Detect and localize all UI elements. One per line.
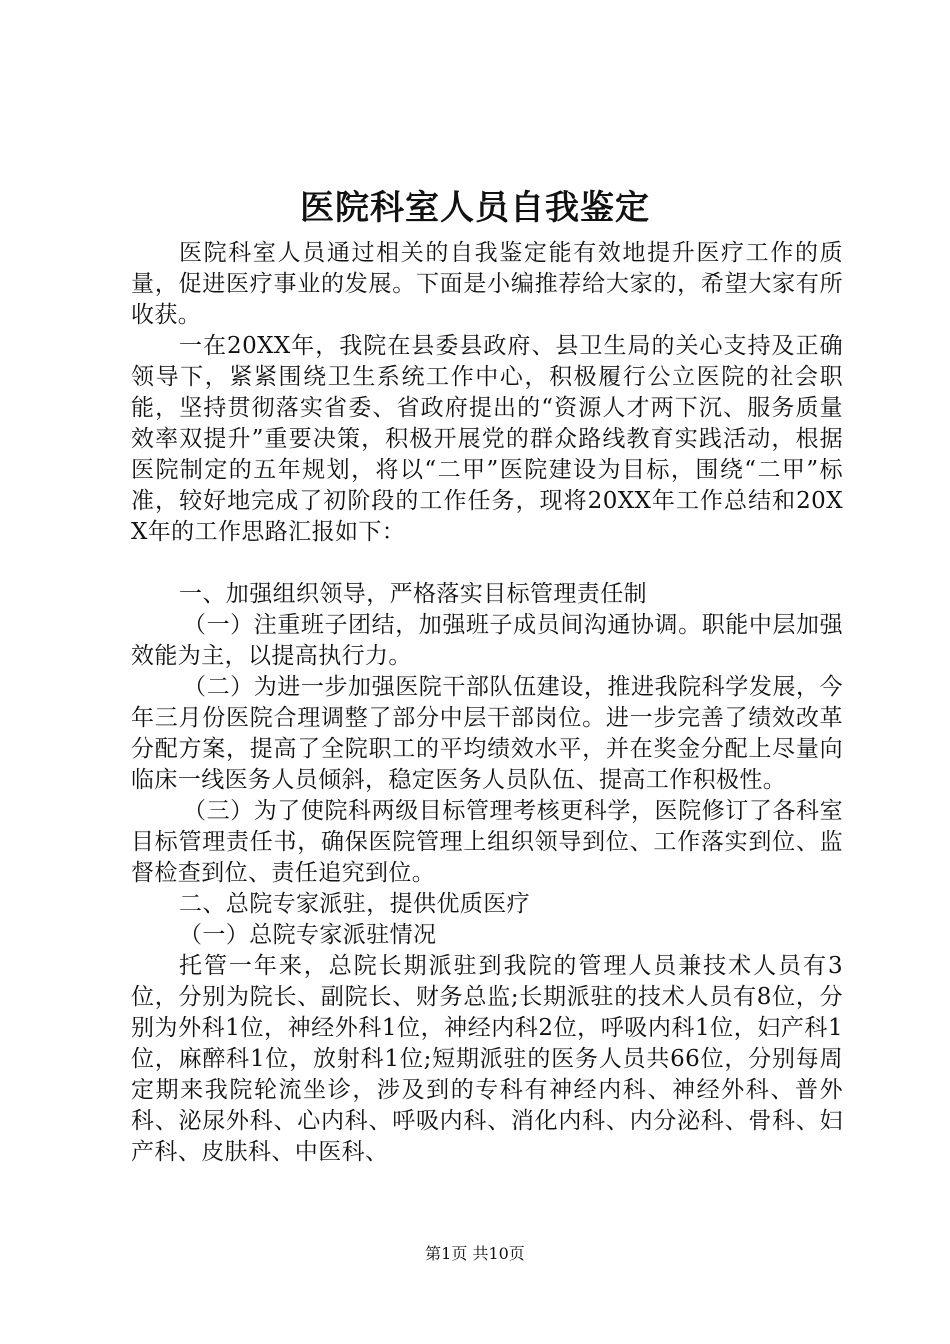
paragraph-summary: 一在20XX年，我院在县委县政府、县卫生局的关心支持及正确领导下，紧紧围绕卫生系统工作中心，积极履行公立医院的社会职能，坚持贯彻落实省委、省政府提出的“资源人才两下沉、服务质量效率双提升”重要决策，积极开展党的群众路线教育实践活动，根据医院制定的五年规划，将以“二甲”医院建设为目标，围绕“二甲”标准，较好地完成了初阶段的工作任务，现将20XX年工作总结和20XX年的工作思路汇报如下：	[131, 333, 843, 545]
section-heading-2: 二、总院专家派驻，提供优质医疗	[179, 891, 530, 917]
paragraph-item-2: （二）为进一步加强医院干部队伍建设，推进我院科学发展，今年三月份医院合理调整了部分中层干部岗位。进一步完善了绩效改革分配方案，提高了全院职工的平均绩效水平，并在奖金分配上尽量向临床一线医务人员倾斜，稳定医务人员队伍、提高工作积极性。	[131, 674, 843, 793]
paragraph-intro: 医院科室人员通过相关的自我鉴定能有效地提升医疗工作的质量，促进医疗事业的发展。下面是小编推荐给大家的，希望大家有所收获。	[131, 240, 843, 328]
document-title: 医院科室人员自我鉴定	[300, 188, 650, 228]
paragraph-staffing: 托管一年来，总院长期派驻到我院的管理人员兼技术人员有3位，分别为院长、副院长、财务总监;长期派驻的技术人员有8位，分别为外科1位，神经外科1位，神经内科2位，呼吸内科1位，妇产科1位，麻醉科1位，放射科1位;短期派驻的医务人员共66位，分别每周定期来我院轮流坐诊，涉及到的专科有神经内科、神经外科、普外科、泌尿外科、心内科、呼吸内科、消化内科、内分泌科、骨科、妇产科、皮肤科、中医科、	[131, 953, 843, 1165]
subsection-heading-1: （一）总院专家派驻情况	[179, 922, 437, 948]
document-body	[131, 238, 843, 1168]
section-heading-1: 一、加强组织领导，严格落实目标管理责任制	[179, 581, 647, 607]
page-number: 第1页 共10页	[425, 1244, 525, 1263]
paragraph-item-1: （一）注重班子团结，加强班子成员间沟通协调。职能中层加强效能为主，以提高执行力。	[131, 612, 843, 669]
paragraph-item-3: （三）为了使院科两级目标管理考核更科学，医院修订了各科室目标管理责任书，确保医院管理上组织领导到位、工作落实到位、监督检查到位、责任追究到位。	[131, 798, 843, 886]
